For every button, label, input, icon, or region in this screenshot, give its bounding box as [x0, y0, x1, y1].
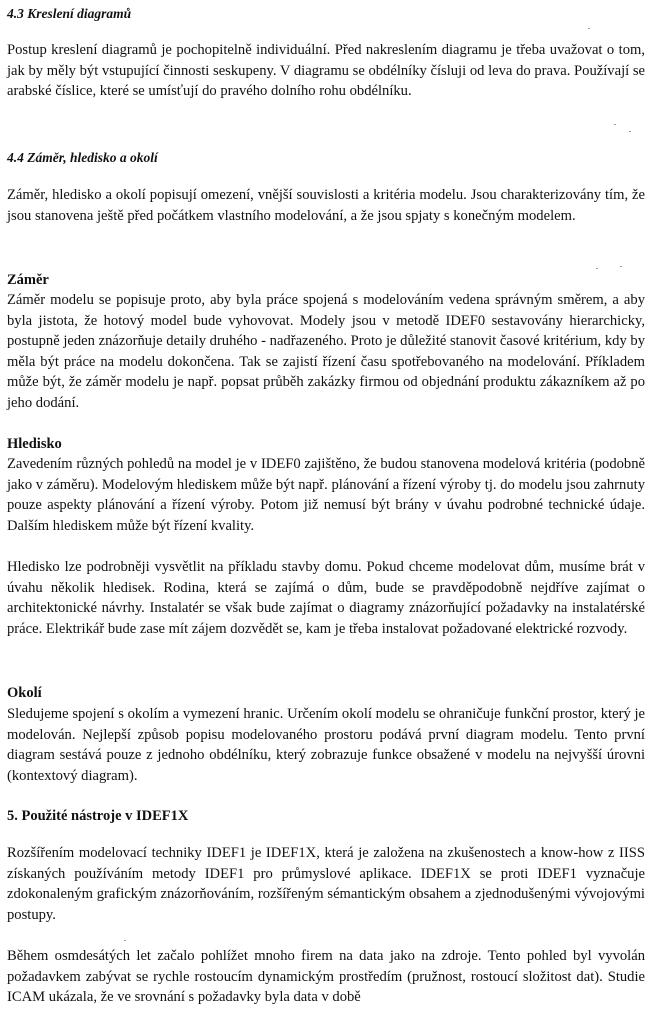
section-4-3-paragraph: Postup kreslení diagramů je pochopitelně individuální. Před nakreslením diagramu je třeba uvažovat o tom, jak by měly být vstupující činnosti seskupeny. V diagramu se obdélníky čísluji od leva do prava. Používají se arabské číslice, které se umísťují do pravého dolního rohu obdélníku. [7, 42, 645, 100]
zamer-heading: Záměr [7, 272, 49, 288]
scan-speck [124, 940, 126, 941]
section-5-heading: 5. Použité nástroje v IDEF1X [7, 808, 189, 824]
hledisko-paragraph-2: Hledisko lze podrobněji vysvětlit na příkladu stavby domu. Pokud chceme modelovat dům, musíme brát v úvahu několik hledisek. Rodina, která se zajímá o dům, bude se pravděpodobně nejdříve zajímat o architektonické návrhy. Instalatér se však bude zajímat o diagramy znázorňující požadavky na instalatérské práce. Elektrikář bude zase mít zájem dozvědět se, kam je třeba instalovat požadované elektrické rozvody. [7, 559, 645, 637]
scan-speck [620, 266, 622, 267]
scan-speck [588, 28, 590, 29]
zamer-paragraph: Záměr modelu se popisuje proto, aby byla práce spojená s modelováním vedena správným směrem, a aby byla jistota, že hotový model bude vyhovovat. Modely jsou v metodě IDEF0 sestavovány hierarchicky, postupně jeden znázorňuje detaily druhého - nadřazeného. Proto je důležité stanovit časové kritérium, kdy by měla být práce na modelu dokončena. Tak se zajistí řízení času spotřebovaného na modelování. Příkladem může být, že záměr modelu je např. popsat průběh zakázky firmou od objednání produktu zákazníkem až po jeho dodání. [7, 292, 645, 411]
section-5-paragraph-1: Rozšířením modelovací techniky IDEF1 je IDEF1X, která je založena na zkušenostech a know-how z IISS získaných používáním metody IDEF1 pro průmyslové aplikace. IDEF1X se proti IDEF1 vyznačuje zdokonaleným grafickým znázorňováním, rozšířeným sémantickým obsahem a zjednodušenými vývojovými postupy. [7, 845, 645, 923]
section-4-4-paragraph: Záměr, hledisko a okolí popisují omezení, vnější souvislosti a kritéria modelu. Jsou charakterizovány tím, že jsou stanovena ještě před počátkem vlastního modelování, a že jsou spjaty s konečným modelem. [7, 187, 645, 224]
scan-speck [629, 131, 631, 132]
section-5-paragraph-2: Během osmdesátých let začalo pohlížet mnoho firem na data jako na zdroje. Tento pohled byl vyvolán požadavkem zabývat se rychle rostoucím dynamickým prostředím (pružnost, rostoucí složitost dat). Studie ICAM ukázala, že ve srovnání s požadavky byla data v době [7, 948, 645, 1006]
hledisko-heading: Hledisko [7, 436, 62, 452]
scan-speck [614, 124, 616, 125]
okoli-paragraph: Sledujeme spojení s okolím a vymezení hranic. Určením okolí modelu se ohraničuje funkční prostor, který je modelován. Nejlepší způsob popisu modelovaného prostoru podává první diagram modelu. Tento první diagram sestává pouze z jednoho obdélníku, který zobrazuje funkce obsažené v modelu na nejvyšší úrovni (kontextový diagram). [7, 706, 645, 784]
scan-speck [596, 268, 598, 269]
section-4-4-heading: 4.4 Záměr, hledisko a okolí [7, 150, 158, 165]
section-4-3-heading: 4.3 Kreslení diagramů [7, 6, 132, 21]
hledisko-paragraph-1: Zavedením různých pohledů na model je v IDEF0 zajištěno, že budou stanovena modelová kritéria (podobně jako v záměru). Modelovým hlediskem může být např. plánování a řízení výroby tj. do modelu jsou zahrnuty pouze aspekty plánování a řízení výroby. Potom již nemusí být brány v úvahu podrobné technické údaje. Dalším hlediskem může být řízení kvality. [7, 456, 645, 534]
okoli-heading: Okolí [7, 685, 42, 701]
